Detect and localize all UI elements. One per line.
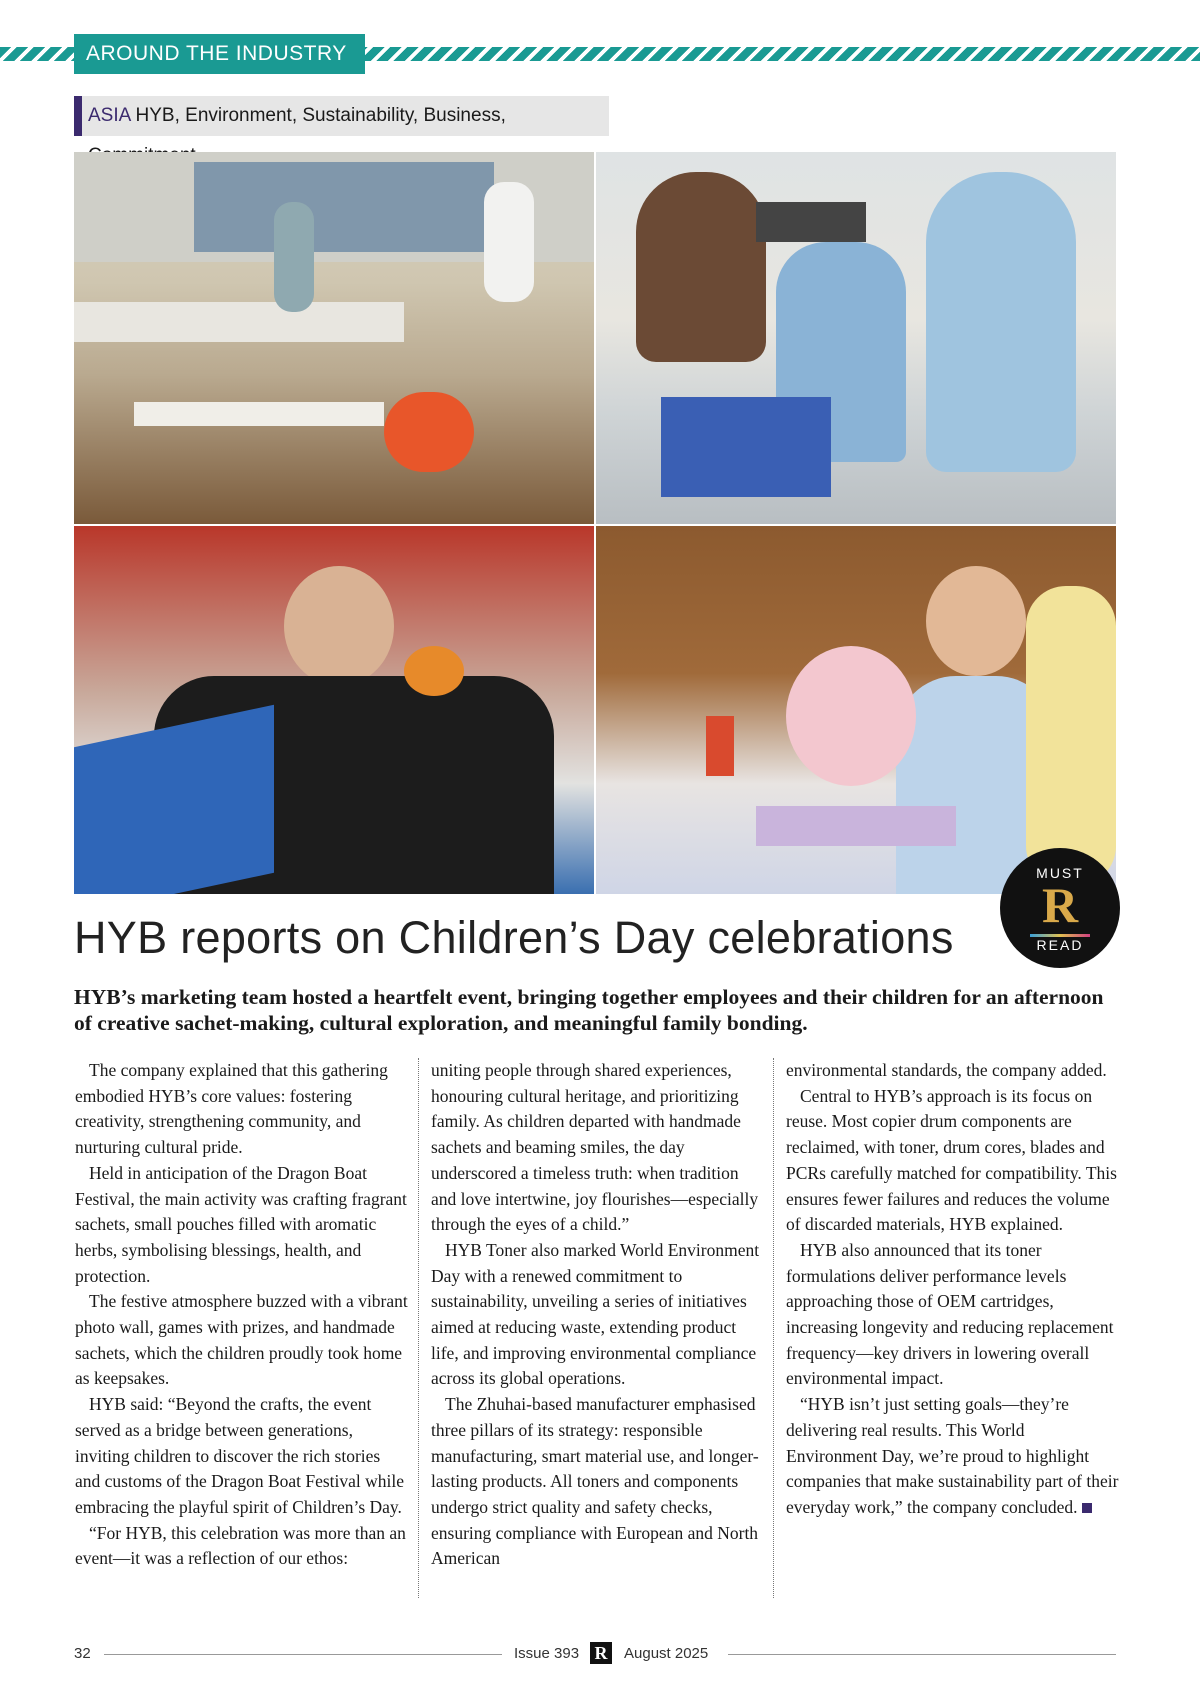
end-mark-icon (1082, 1503, 1092, 1513)
body-paragraph: HYB Toner also marked World Environment Day with a renewed commitment to sustainability, unveiling a series of initiatives aimed at reducing waste, extending product life, and improving environmental compliance across its global operations. (431, 1239, 760, 1389)
body-paragraph: uniting people through shared experiences, honouring cultural heritage, and prioritizing family. As children departed with handmade sachets and beaming smiles, the day underscored a timeless truth: when tradition and love intertwine, joy flourishes—especially through the eyes of a child.” (431, 1060, 759, 1235)
footer-rule (104, 1654, 502, 1655)
section-label: AROUND THE INDUSTRY (74, 34, 365, 74)
issue-date: August 2025 (624, 1645, 709, 1662)
body-paragraph: environmental standards, the company added. (786, 1060, 1107, 1080)
r-logo-icon: R (1041, 877, 1079, 933)
region-tag: ASIA (88, 105, 131, 126)
topic-tags: HYB, Environment, Sustainability, Business, (135, 105, 506, 126)
column-divider (773, 1058, 774, 1598)
badge-top-text: MUST (1036, 865, 1084, 881)
body-paragraph: “For HYB, this celebration was more than an event—it was a reflection of our ethos: (75, 1522, 406, 1569)
tag-bar (74, 96, 609, 136)
body-column-3 (786, 1058, 1120, 1521)
body-paragraph: The company explained that this gathering embodied HYB’s core values: fostering creativity, strengthening community, and nurturing cultural pride. (75, 1060, 388, 1158)
body-paragraph: Central to HYB’s approach is its focus on reuse. Most copier drum components are reclaimed, with toner, drum cores, blades and PCRs carefully matched for compatibility. This ensures fewer failures and reduces the volume of discarded materials, HYB explained. (786, 1085, 1117, 1235)
column-divider (418, 1058, 419, 1598)
badge-bottom-text: READ (1036, 937, 1084, 953)
photo-girls-toy (596, 526, 1116, 894)
body-paragraph: The Zhuhai-based manufacturer emphasised three pillars of its strategy: responsible manufacturing, smart material use, and longer-lasting products. All toners and components undergo strict quality and safety checks, ensuring compliance with European and North American (431, 1394, 759, 1569)
body-paragraph: HYB also announced that its toner formulations deliver performance levels approaching those of OEM cartridges, increasing longevity and reducing replacement frequency—key drivers in lowering overall environmental impact. (786, 1239, 1114, 1389)
body-paragraph: Held in anticipation of the Dragon Boat Festival, the main activity was crafting fragrant sachets, small pouches filled with aromatic herbs, symbolising blessings, health, and protection. (75, 1162, 407, 1286)
must-read-badge (1000, 848, 1120, 968)
r-logo-icon: R (590, 1642, 612, 1664)
closing-quote: “HYB isn’t just setting goals—they’re delivering real results. This World Environment Day, we’re proud to highlight companies that make sustainability part of their everyday work,” the company concluded. (786, 1394, 1119, 1517)
page-footer (74, 1642, 1116, 1666)
page-number: 32 (74, 1645, 91, 1662)
article-headline: HYB reports on Children’s Day celebrations (74, 912, 954, 963)
body-paragraph: The festive atmosphere buzzed with a vibrant photo wall, games with prizes, and handmade sachets, which the children proudly took home as keepsakes. (75, 1291, 408, 1389)
photo-classroom (74, 152, 594, 524)
photo-collage (74, 152, 1116, 894)
body-paragraph (786, 1392, 1120, 1521)
body-column-1 (75, 1058, 409, 1572)
issue-number: Issue 393 (514, 1645, 580, 1662)
body-paragraph: HYB said: “Beyond the crafts, the event served as a bridge between generations, inviting children to discover the rich stories and customs of the Dragon Boat Festival while embracing the playful spirit of Children’s Day. (75, 1394, 405, 1517)
article-body (74, 1058, 1119, 1598)
photo-craft-table (596, 152, 1116, 524)
photo-boy-threading (74, 526, 594, 894)
footer-rule (728, 1654, 1116, 1655)
article-standfirst: HYB’s marketing team hosted a heartfelt event, bringing together employees and their children for an afternoon of creative sachet-making, cultural exploration, and meaningful family bonding. (74, 985, 1104, 1035)
body-column-2 (431, 1058, 765, 1572)
